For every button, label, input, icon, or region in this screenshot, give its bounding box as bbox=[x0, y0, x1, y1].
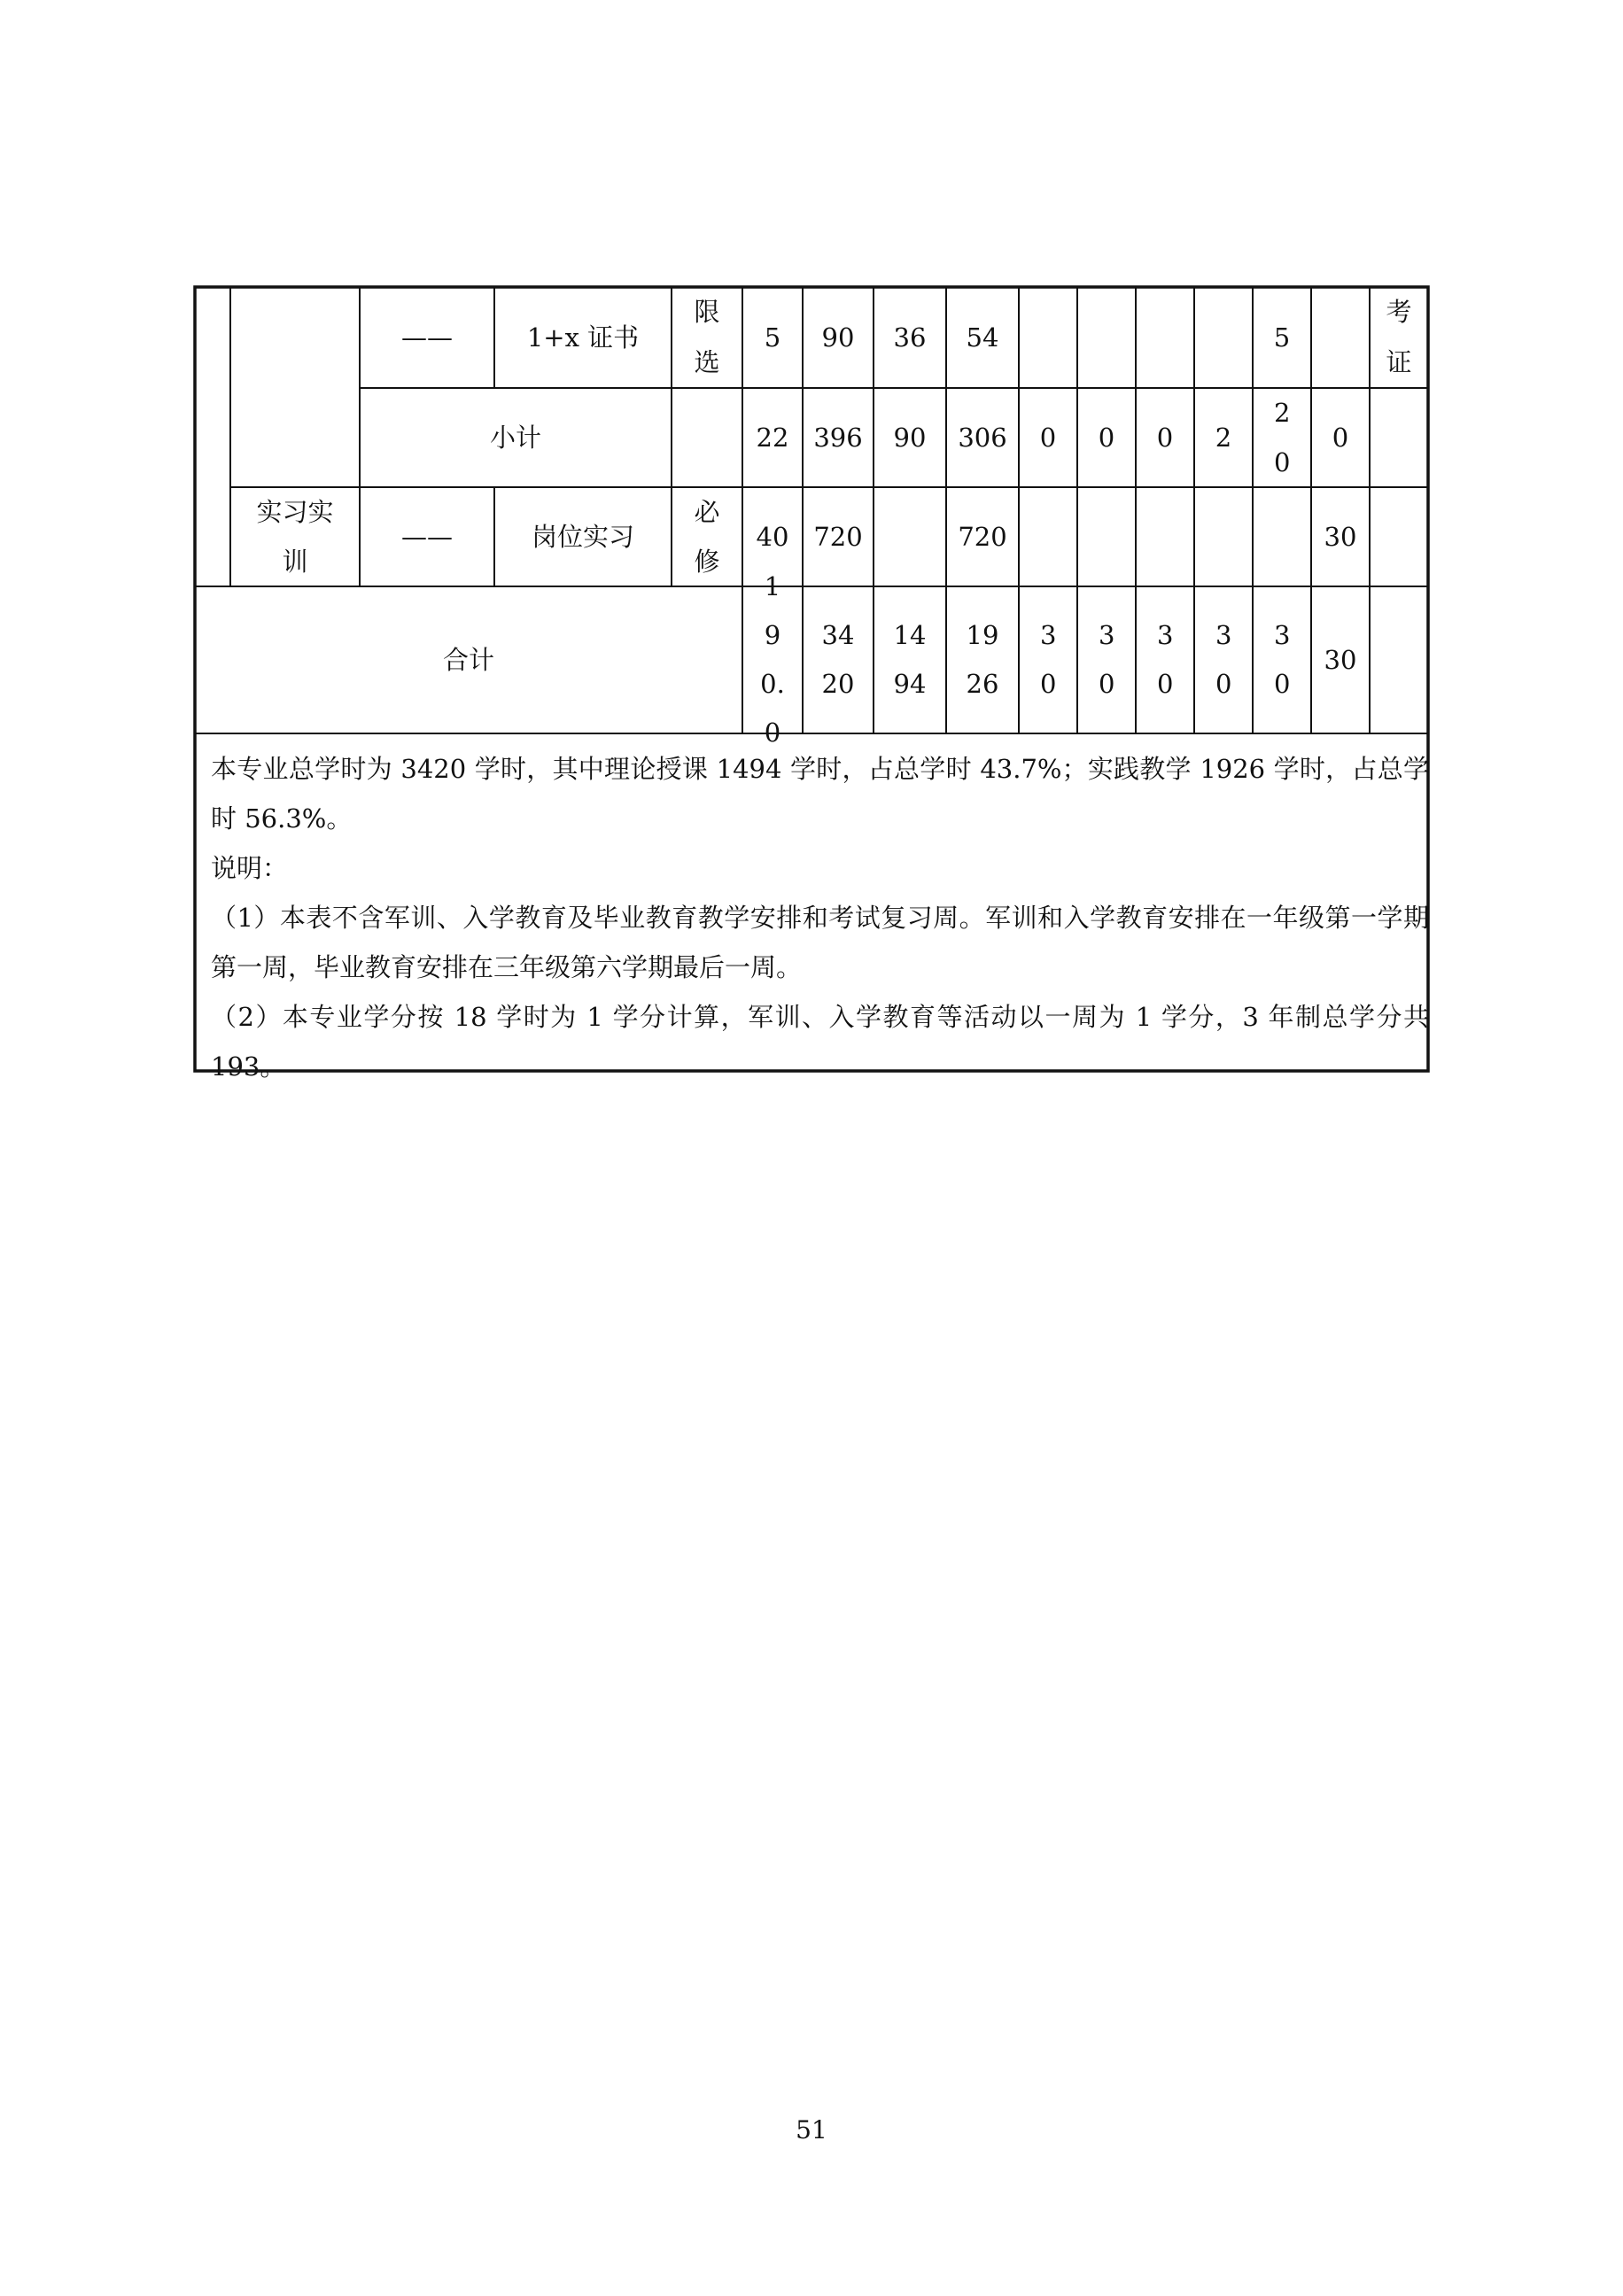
subtotal-label: 小计 bbox=[489, 422, 541, 453]
total-sem5 bbox=[1253, 586, 1311, 733]
total-sem2-text: 30 bbox=[1099, 620, 1115, 699]
subtotal-theory: 90 bbox=[893, 422, 927, 453]
cert-remark-text: 考证 bbox=[1386, 297, 1412, 377]
subtotal-sem2: 0 bbox=[1098, 422, 1115, 453]
internship-course-type-text: 必修 bbox=[694, 497, 720, 577]
internship-module-text: 实习实训 bbox=[256, 497, 334, 577]
total-practice-text: 1926 bbox=[966, 620, 999, 699]
cert-remark bbox=[1370, 287, 1428, 388]
cert-sem5: 5 bbox=[1273, 322, 1291, 353]
subtotal-credits: 22 bbox=[756, 422, 789, 453]
cert-hours: 90 bbox=[821, 322, 855, 353]
internship-course-type bbox=[672, 487, 742, 586]
notes-item-1: （1）本表不含军训、入学教育及毕业教育教学安排和考试复习周。军训和入学教育安排在一年级第一学期第一周，毕业教育安排在三年级第六学期最后一周。 bbox=[211, 903, 1429, 982]
total-sem1 bbox=[1019, 586, 1077, 733]
total-credits bbox=[742, 571, 803, 748]
subtotal-hours: 396 bbox=[813, 422, 863, 453]
total-hours-text: 3420 bbox=[821, 620, 855, 699]
cert-dash: —— bbox=[401, 322, 453, 353]
cert-credits: 5 bbox=[764, 322, 781, 353]
subtotal-sem5-text: 20 bbox=[1274, 398, 1291, 477]
table-notes bbox=[211, 744, 1429, 1091]
notes-summary: 本专业总学时为 3420 学时，其中理论授课 1494 学时，占总学时 43.7%；实践教学 1926 学时，占总学时 56.3%。 bbox=[211, 754, 1429, 834]
total-sem3-text: 30 bbox=[1157, 620, 1174, 699]
total-sem5-text: 30 bbox=[1274, 620, 1291, 699]
total-hours bbox=[803, 586, 874, 733]
internship-credits: 40 bbox=[756, 521, 789, 552]
cert-course-name: 1+x 证书 bbox=[526, 322, 640, 353]
subtotal-sem6: 0 bbox=[1332, 422, 1349, 453]
cert-course-type-text: 限选 bbox=[694, 297, 720, 377]
internship-module bbox=[230, 487, 360, 586]
cert-course-type bbox=[672, 287, 742, 388]
total-theory-text: 1494 bbox=[893, 620, 927, 699]
internship-dash: —— bbox=[401, 521, 453, 552]
page-number: 51 bbox=[796, 2115, 827, 2145]
total-credits-text: 190.0 bbox=[760, 571, 785, 748]
notes-item-2: （2）本专业学分按 18 学时为 1 学分计算，军训、入学教育等活动以一周为 1 学分，3 年制总学分共 193。 bbox=[211, 1002, 1429, 1082]
notes-heading: 说明： bbox=[211, 853, 289, 883]
internship-course-name: 岗位实习 bbox=[531, 521, 634, 552]
subtotal-sem3: 0 bbox=[1156, 422, 1174, 453]
cert-practice: 54 bbox=[966, 322, 999, 353]
total-theory bbox=[874, 586, 946, 733]
total-label: 合计 bbox=[442, 644, 494, 675]
internship-hours: 720 bbox=[813, 521, 863, 552]
total-sem4-text: 30 bbox=[1215, 620, 1232, 699]
internship-sem6: 30 bbox=[1324, 521, 1357, 552]
total-sem3 bbox=[1136, 586, 1194, 733]
subtotal-practice: 306 bbox=[958, 422, 1007, 453]
total-sem4 bbox=[1194, 586, 1253, 733]
total-sem6: 30 bbox=[1324, 644, 1357, 675]
subtotal-sem5 bbox=[1253, 388, 1311, 487]
total-practice bbox=[946, 586, 1019, 733]
internship-practice: 720 bbox=[958, 521, 1007, 552]
subtotal-sem1: 0 bbox=[1039, 422, 1057, 453]
cert-theory: 36 bbox=[893, 322, 927, 353]
total-sem1-text: 30 bbox=[1040, 620, 1057, 699]
total-sem2 bbox=[1077, 586, 1136, 733]
subtotal-sem4: 2 bbox=[1215, 422, 1232, 453]
